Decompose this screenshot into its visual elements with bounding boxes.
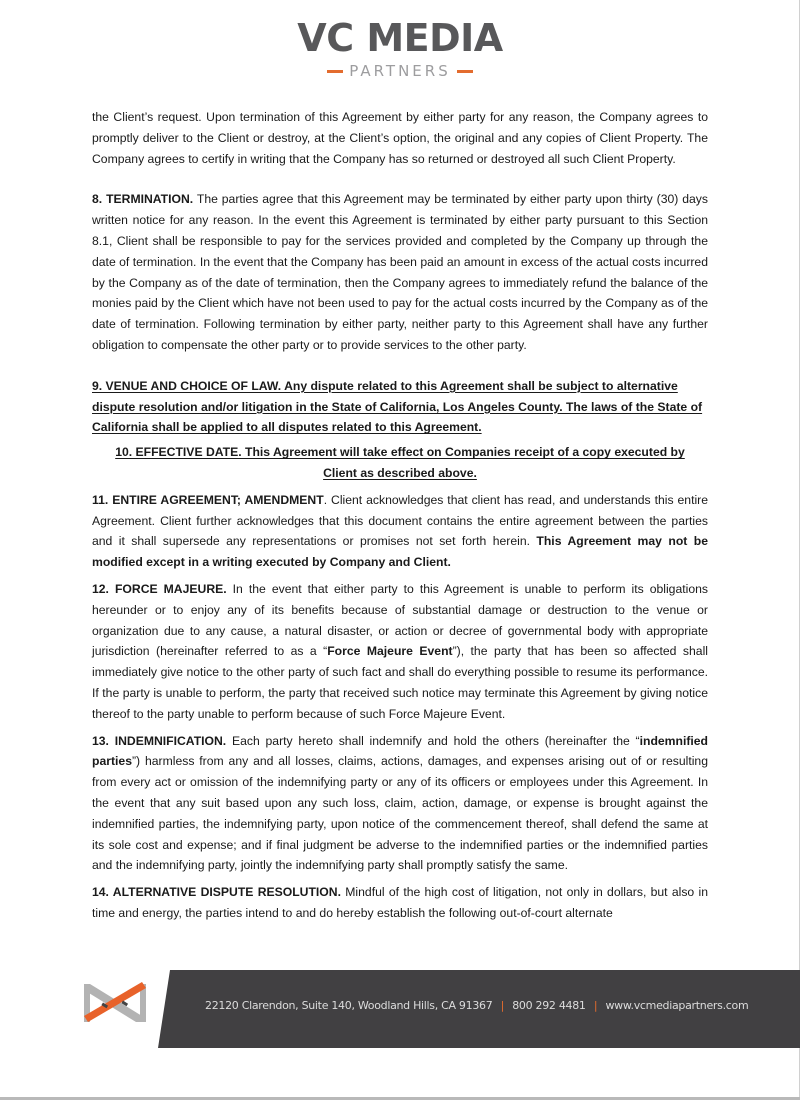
section-termination <box>92 189 708 355</box>
logo-wordmark: VC MEDIA <box>297 16 503 60</box>
section-body: . Client acknowledges that client has read, and understands this entire Agreement. Client further acknowledges that this document contains the entire agreement between the parties and it shall supersede any representations or promises not set forth herein. <box>92 492 708 549</box>
logo-subtitle: PARTNERS <box>349 62 451 80</box>
footer-website-link[interactable]: www.vcmediapartners.com <box>605 999 749 1012</box>
section-body: In the event that either party to this Agreement is unable to perform its obligations hereunder or to enjoy any of its benefits because of substantial damage or destruction to the venue or organization due to any cause, a natural disaster, or action or decree of governmental body with appropriate jurisdiction (hereinafter referred to as a “ <box>92 581 708 659</box>
section-text: 9. VENUE AND CHOICE OF LAW. Any dispute related to this Agreement shall be subject to alternative dispute resolution and/or litigation in the State of California, Los Angeles County. The laws of the State of California shall be applied to all disputes related to this Agreement. <box>92 378 703 435</box>
section-heading: 8. TERMINATION. <box>92 192 194 207</box>
section-body: The parties agree that this Agreement may be terminated by either party upon thirty (30) days written notice for any reason. In the event this Agreement is terminated by either party pursuant to this Section 8.1, Client shall be responsible to pay for the services provided and completed by the Company up through the date of termination. In the event that the Company has been paid an amount in excess of the actual costs incurred by the Company as of the date of termination, then the Company agrees to immediately refund the balance of the monies paid by the Client which have not been used to pay for the actual costs incurred by the Company as of the date of termination. Following termination by either party, neither party to this Agreement shall have any further obligation to compensate the other party or to provide services to the other party. <box>92 192 708 352</box>
document-body <box>92 107 708 924</box>
section-dispute-resolution <box>92 882 708 924</box>
section-entire-agreement <box>92 490 708 573</box>
section-body-cont: ”), the party that has been so affected shall immediately give notice to the other party of such fact and shall do everything possible to resume its performance. If the party is unable to perform, the party that received such notice may terminate this Agreement by giving notice thereof to the party unable to perform because of such Force Majeure Event. <box>92 644 708 721</box>
footer-phone[interactable]: 800 292 4481 <box>512 999 586 1012</box>
footer-separator: | <box>593 999 598 1012</box>
paragraph-continuation: the Client’s request. Upon termination of this Agreement by either party for any reason, the Company agrees to promptly deliver to the Client or destroy, at the Client’s option, the original and any copies of Client Property. The Company agrees to certify in writing that the Company has so returned or destroyed all such Client Property. <box>92 110 708 166</box>
header-logo <box>0 16 800 80</box>
footer-address: 22120 Clarendon, Suite 140, Woodland Hills, CA 91367 <box>205 999 493 1012</box>
section-body: Each party hereto shall indemnify and hold the others (hereinafter the “ <box>226 733 640 748</box>
section-body: Mindful of the high cost of litigation, not only in dollars, but also in time and energy, the parties intend to and do hereby establish the following out-of-court alternate <box>92 885 708 920</box>
footer-logo-icon <box>82 978 148 1026</box>
section-indemnification <box>92 731 708 877</box>
section-force-majeure <box>92 579 708 725</box>
footer-separator: | <box>500 999 505 1012</box>
section-heading: 11. ENTIRE AGREEMENT; AMENDMENT <box>92 492 324 507</box>
section-text: 10. EFFECTIVE DATE. This Agreement will take effect on Companies receipt of a copy executed by Client as described above. <box>115 445 685 480</box>
logo-dash-left <box>327 70 343 73</box>
footer-contact <box>205 999 748 1012</box>
section-bold-tail: This Agreement may not be modified except in a writing executed by Company and Client. <box>92 534 708 570</box>
section-effective-date <box>92 442 708 484</box>
section-heading: 12. FORCE MAJEURE. <box>92 581 227 596</box>
section-heading: 14. ALTERNATIVE DISPUTE RESOLUTION. <box>92 885 341 900</box>
section-venue <box>92 376 708 438</box>
defined-term: Force Majeure Event <box>327 644 453 659</box>
logo-subline <box>0 62 800 80</box>
section-body-cont: ”) harmless from any and all losses, claims, actions, damages, and expenses arising out of or resulting from every act or omission of the indemnifying party or any of its officers or employees under this Agreement. In the event that any suit based upon any such loss, claim, action, damage, or expense is brought against the indemnified parties, the indemnifying party, upon notice of the commencement thereof, shall defend the same at its sole cost and expense; and if final judgment be adverse to the indemnified parties or the indemnified parties and the indemnifying party, jointly the indemnifying party shall promptly satisfy the same. <box>92 754 708 873</box>
logo-dash-right <box>457 70 473 73</box>
defined-term: indemnified parties <box>92 733 708 769</box>
section-heading: 13. INDEMNIFICATION. <box>92 733 227 748</box>
